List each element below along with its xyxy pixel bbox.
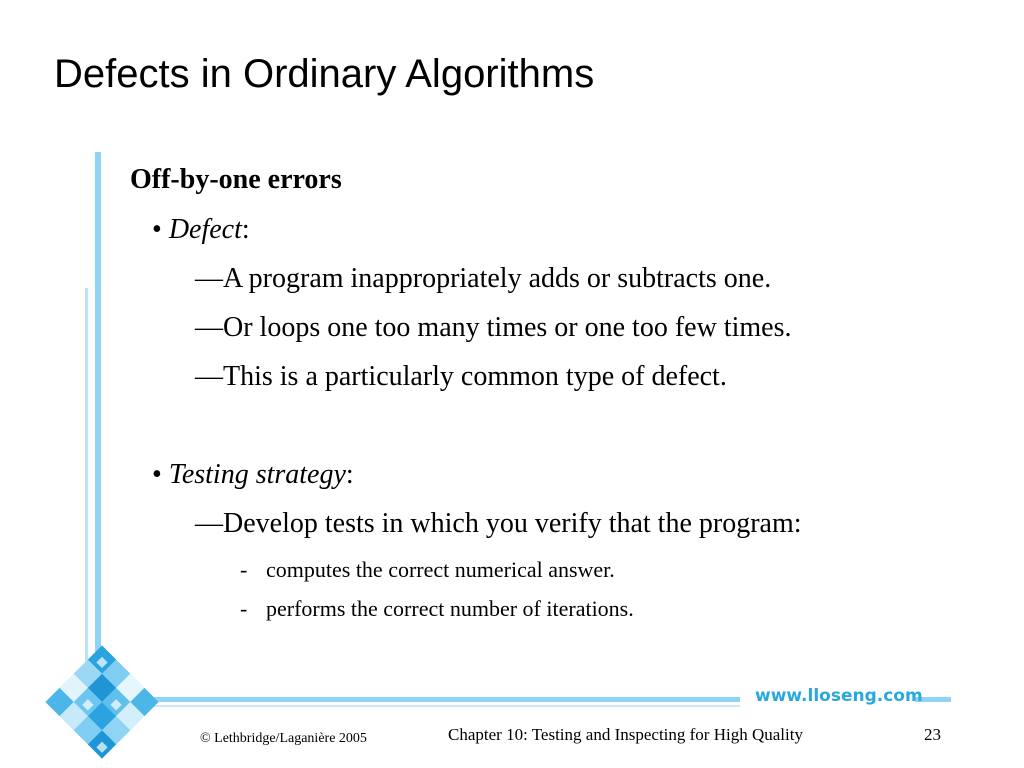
bullet-label: Testing strategy [168,459,346,490]
section-heading: Off-by-one errors [130,164,342,195]
sub-item: —This is a particularly common type of defect. [195,361,727,392]
sub-sub-item [240,596,634,622]
footer-chapter: Chapter 10: Testing and Inspecting for High Quality [448,725,803,744]
sub-item: —A program inappropriately adds or subtracts one. [195,263,772,294]
sub-item: —Or loops one too many times or one too few times. [195,312,792,343]
page-number: 23 [924,725,941,744]
website-url: www.lloseng.com [755,686,923,706]
bullet-label: Defect [168,214,242,245]
slide-title: Defects in Ordinary Algorithms [54,52,595,96]
dash-symbol: - [240,596,248,621]
footer-copyright: © Lethbridge/Laganière 2005 [200,731,367,746]
decorative-horizontal-bar-thin [150,705,740,707]
sub-sub-item-text: performs the correct number of iterations. [266,596,634,621]
decorative-horizontal-bar [150,697,740,702]
sub-sub-item-text: computes the correct numerical answer. [266,557,615,582]
bullet-defect [152,214,250,246]
bullet-suffix: : [241,214,250,245]
dash-symbol: - [240,557,248,582]
bullet-suffix: : [345,459,354,490]
bullet-symbol: • [152,459,162,490]
mosaic-logo-icon [22,622,182,762]
bullet-testing-strategy [152,459,354,491]
sub-sub-item [240,557,615,583]
decorative-vertical-bar-thin [85,288,88,668]
sub-item: —Develop tests in which you verify that the program: [195,508,802,539]
bullet-symbol: • [152,214,162,245]
decorative-vertical-bar [95,152,101,692]
